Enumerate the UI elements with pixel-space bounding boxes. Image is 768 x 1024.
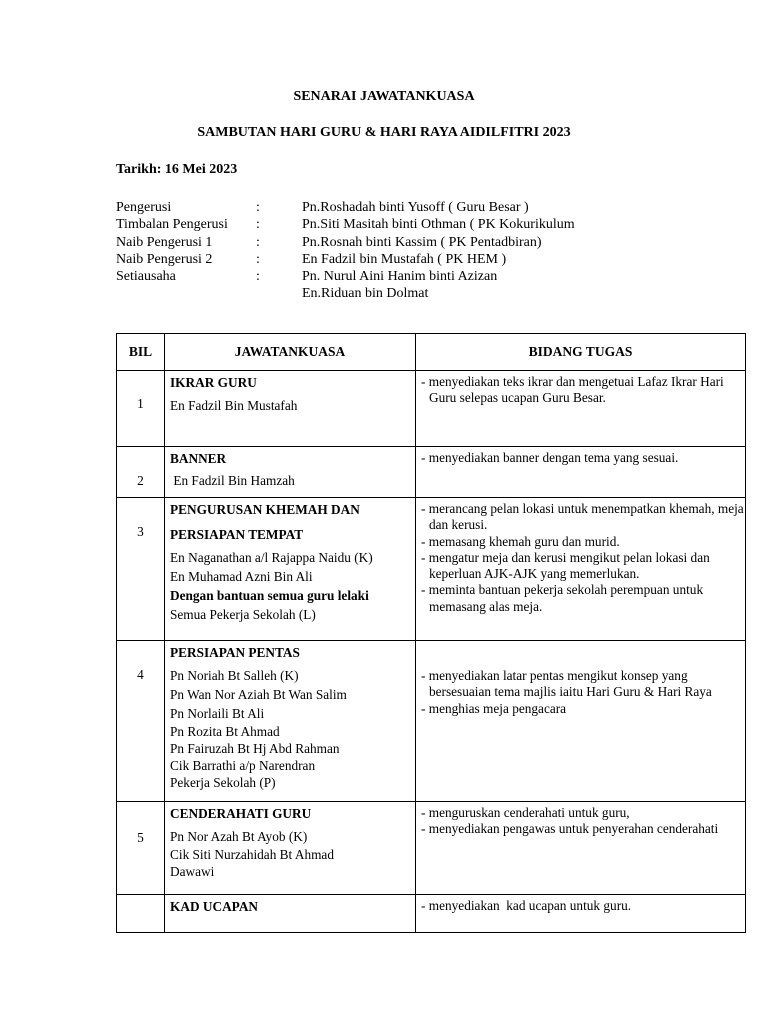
officer-name: En.Riduan bin Dolmat (302, 286, 429, 302)
bil-number: 4 (137, 667, 144, 682)
table-header-row (117, 334, 746, 371)
bil-number: 1 (137, 396, 144, 411)
officer-row (116, 251, 575, 268)
committee-title: PERSIAPAN PENTAS (170, 645, 300, 660)
committee-member: Cik Siti Nurzahidah Bt Ahmad (170, 847, 334, 862)
committee-member: Pn Rozita Bt Ahmad (170, 724, 280, 739)
bil-cell (117, 895, 165, 933)
committee-title: CENDERAHATI GURU (170, 806, 312, 821)
task-item: - menguruskan cenderahati untuk guru, (421, 805, 630, 820)
committee-member: Pekerja Sekolah (P) (170, 775, 276, 790)
bil-number: 2 (137, 473, 144, 488)
officer-row (116, 268, 575, 285)
task-item: - menyediakan banner dengan tema yang sesuai. (421, 450, 679, 465)
officer-role: Pengerusi (116, 200, 172, 215)
officer-role: Timbalan Pengerusi (116, 217, 228, 233)
committee-cell (165, 371, 416, 447)
tasks-cell (416, 895, 746, 933)
task-item: - merancang pelan lokasi untuk menempatkan khemah, meja dan kerusi. (421, 501, 744, 533)
task-item: - menyediakan pengawas untuk penyerahan cenderahati (421, 821, 719, 837)
tasks-cell (416, 498, 746, 641)
committee-member: Pn Noriah Bt Salleh (K) (170, 668, 299, 683)
officer-role (116, 285, 256, 302)
officer-name: Pn.Roshadah binti Yusoff ( Guru Besar ) (302, 200, 529, 215)
committee-member: En Naganathan a/l Rajappa Naidu (K) (170, 550, 373, 565)
event-date: Tarikh: 16 Mei 2023 (116, 162, 238, 177)
table-row (117, 802, 746, 895)
committee-member: Pn Nor Azah Bt Ayob (K) (170, 829, 308, 844)
tasks-cell (416, 641, 746, 802)
officer-separator: : (256, 217, 260, 233)
officer-name: En Fadzil bin Mustafah ( PK HEM ) (302, 251, 507, 267)
bil-number: 5 (137, 830, 144, 845)
officer-separator: : (256, 200, 260, 215)
committee-member: Pn Wan Nor Aziah Bt Wan Salim (170, 687, 347, 702)
tasks-cell (416, 802, 746, 895)
document-title: SENARAI JAWATANKUASA (293, 89, 475, 104)
task-item: - meminta bantuan pekerja sekolah perempuan untuk memasang alas meja. (421, 582, 704, 614)
bil-cell (117, 371, 165, 447)
officer-role: Setiausaha (116, 269, 176, 285)
officer-row (116, 216, 575, 233)
bil-cell (117, 498, 165, 641)
officer-name: Pn.Rosnah binti Kassim ( PK Pentadbiran) (302, 234, 542, 250)
committee-member: En Muhamad Azni Bin Ali (170, 569, 313, 584)
document-subtitle: SAMBUTAN HARI GURU & HARI RAYA AIDILFITRI 2023 (197, 125, 571, 140)
committee-cell (165, 641, 416, 802)
committee-cell (165, 895, 416, 933)
table-row (117, 447, 746, 498)
task-item: - menyediakan latar pentas mengikut konsep yang bersesuaian tema majlis iaitu Hari Guru & Hari Raya (421, 668, 712, 700)
bil-cell (117, 802, 165, 895)
committee-title: PENGURUSAN KHEMAH DAN (170, 502, 360, 517)
officer-separator: : (256, 234, 260, 250)
task-item: - mengatur meja dan kerusi mengikut pelan lokasi dan keperluan AJK-AJK yang memerlukan. (421, 549, 710, 582)
committee-member: En Fadzil Bin Hamzah (170, 473, 295, 488)
officer-separator: : (256, 269, 260, 285)
table-row (117, 895, 746, 933)
bil-number: 3 (137, 524, 144, 539)
committee-title: BANNER (170, 451, 227, 466)
task-item: - menyediakan kad ucapan untuk guru. (421, 898, 632, 913)
table-row (117, 641, 746, 802)
officer-separator (256, 285, 302, 302)
committee-table (116, 333, 746, 933)
officer-list (116, 199, 575, 303)
task-item: - menghias meja pengacara (421, 700, 567, 716)
officer-row (116, 234, 575, 251)
task-item: - menyediakan teks ikrar dan mengetuai Lafaz Ikrar Hari Guru selepas ucapan Guru Besar. (421, 374, 724, 406)
committee-member: Dawawi (170, 864, 215, 879)
header-jawatankuasa: JAWATANKUASA (165, 334, 416, 371)
table-row (117, 498, 746, 641)
officer-name: Pn.Siti Masitah binti Othman ( PK Kokurikulum (302, 217, 575, 233)
committee-cell (165, 802, 416, 895)
committee-member: Semua Pekerja Sekolah (L) (170, 607, 316, 622)
task-item: - memasang khemah guru dan murid. (421, 533, 620, 549)
committee-member: Pn Norlaili Bt Ali (170, 706, 265, 721)
officer-row (116, 285, 575, 302)
officer-role: Naib Pengerusi 2 (116, 251, 213, 267)
tasks-cell (416, 447, 746, 498)
officer-role: Naib Pengerusi 1 (116, 234, 213, 250)
header-bidang-tugas: BIDANG TUGAS (416, 334, 746, 371)
committee-title: PERSIAPAN TEMPAT (170, 527, 304, 542)
committee-member: Dengan bantuan semua guru lelaki (170, 588, 369, 603)
committee-title: KAD UCAPAN (170, 899, 259, 914)
committee-cell (165, 447, 416, 498)
committee-member: Cik Barrathi a/p Narendran (170, 758, 316, 773)
committee-member: En Fadzil Bin Mustafah (170, 398, 298, 413)
bil-cell (117, 641, 165, 802)
officer-row (116, 199, 575, 216)
header-bil: BIL (117, 334, 165, 371)
committee-member: Pn Fairuzah Bt Hj Abd Rahman (170, 741, 340, 756)
committee-cell (165, 498, 416, 641)
officer-separator: : (256, 251, 260, 267)
officer-name: Pn. Nurul Aini Hanim binti Azizan (302, 269, 498, 285)
committee-title: IKRAR GURU (170, 375, 257, 390)
tasks-cell (416, 371, 746, 447)
table-row (117, 371, 746, 447)
bil-cell (117, 447, 165, 498)
